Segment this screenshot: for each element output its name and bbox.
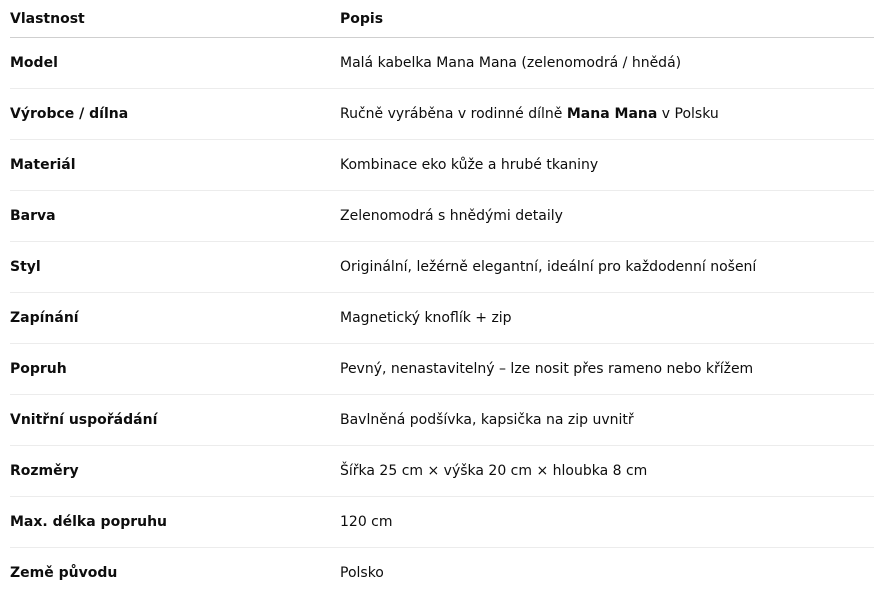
description-text: Ručně vyráběna v rodinné dílně (340, 106, 567, 122)
header-description: Popis (340, 0, 874, 38)
description-text: v Polsku (657, 106, 718, 122)
table-row (10, 191, 874, 242)
row-description: Magnetický knoflík + zip (340, 293, 874, 344)
row-description: Bavlněná podšívka, kapsička na zip uvnitř (340, 395, 874, 446)
row-description: Kombinace eko kůže a hrubé tkaniny (340, 140, 874, 191)
table-row (10, 140, 874, 191)
row-property: Barva (10, 191, 340, 242)
row-property: Materiál (10, 140, 340, 191)
table-body (10, 38, 874, 598)
table-row (10, 89, 874, 140)
brand-name: Mana Mana (567, 106, 657, 122)
table-row (10, 446, 874, 497)
row-description: 120 cm (340, 497, 874, 548)
table-row (10, 395, 874, 446)
row-property: Model (10, 38, 340, 89)
row-property: Popruh (10, 344, 340, 395)
row-property: Země původu (10, 548, 340, 598)
row-property: Zapínání (10, 293, 340, 344)
row-description: Šířka 25 cm × výška 20 cm × hloubka 8 cm (340, 446, 874, 497)
row-description: Malá kabelka Mana Mana (zelenomodrá / hnědá) (340, 38, 874, 89)
row-description (340, 89, 874, 140)
header-row (10, 0, 874, 38)
row-property: Max. délka popruhu (10, 497, 340, 548)
header-property: Vlastnost (10, 0, 340, 38)
row-property: Rozměry (10, 446, 340, 497)
table-row (10, 38, 874, 89)
row-description: Polsko (340, 548, 874, 598)
spec-table (10, 0, 874, 598)
table-header (10, 0, 874, 38)
table-row (10, 344, 874, 395)
row-property: Výrobce / dílna (10, 89, 340, 140)
row-description: Zelenomodrá s hnědými detaily (340, 191, 874, 242)
row-description: Originální, ležérně elegantní, ideální pro každodenní nošení (340, 242, 874, 293)
row-property: Styl (10, 242, 340, 293)
table-row (10, 293, 874, 344)
table-row (10, 497, 874, 548)
row-property: Vnitřní uspořádání (10, 395, 340, 446)
table-row (10, 548, 874, 598)
table-row (10, 242, 874, 293)
row-description: Pevný, nenastavitelný – lze nosit přes rameno nebo křížem (340, 344, 874, 395)
